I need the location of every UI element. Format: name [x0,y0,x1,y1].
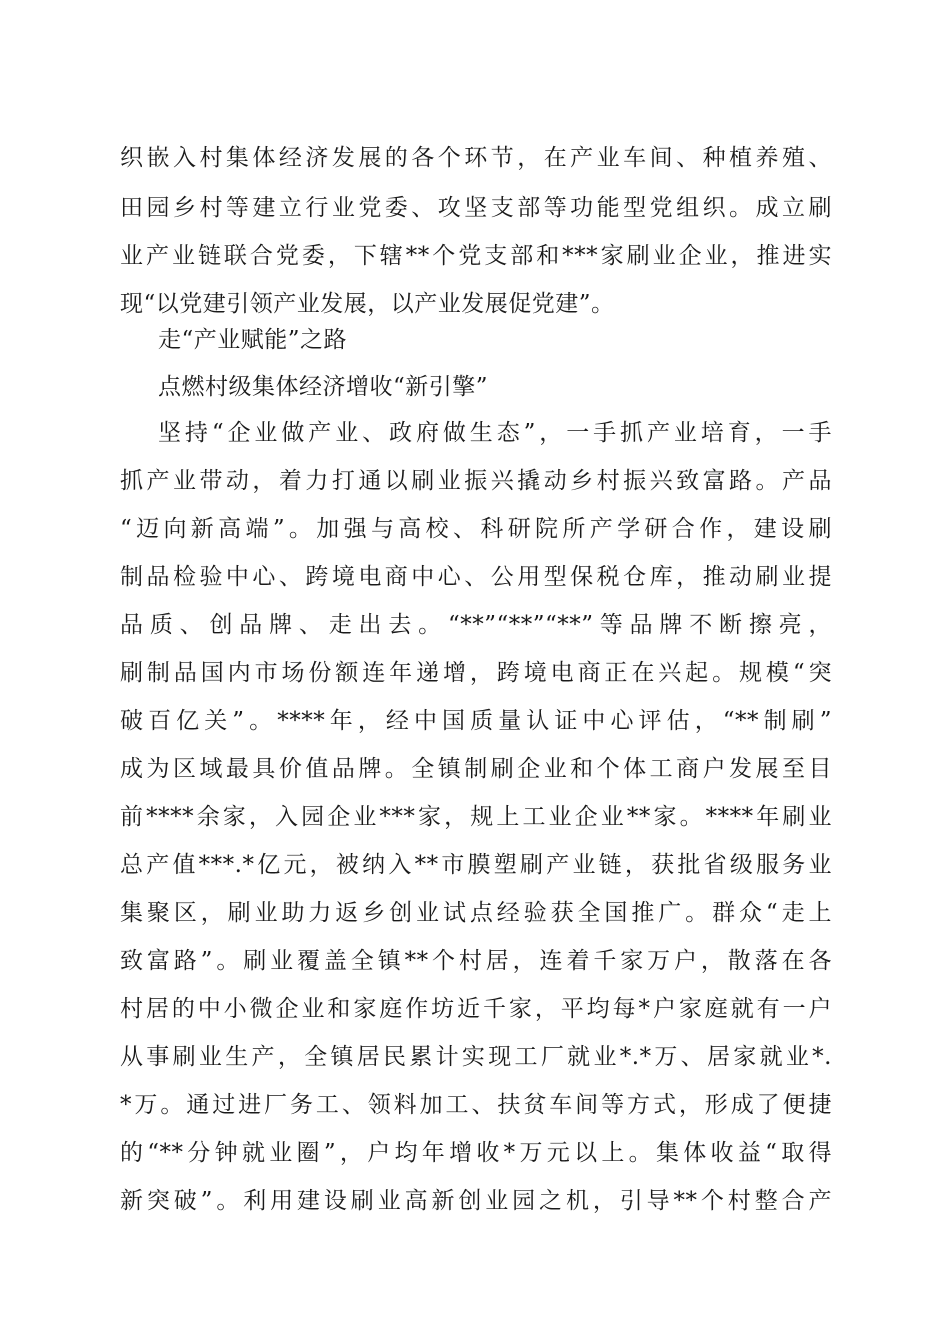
paragraph-line: 成为区域最具价值品牌。全镇制刷企业和个体工商户发展至目 [120,756,832,782]
paragraph-line: “迈向新高端”。加强与高校、科研院所产学研合作，建设刷 [120,516,832,542]
section-subheading: 点燃村级集体经济增收“新引擎” [158,374,489,400]
paragraph-line: 抓产业带动，着力打通以刷业振兴撬动乡村振兴致富路。产品 [120,468,832,494]
paragraph-line: 织嵌入村集体经济发展的各个环节，在产业车间、种植养殖、 [120,145,832,171]
paragraph-line: 村居的中小微企业和家庭作坊近千家，平均每*户家庭就有一户 [120,996,832,1022]
paragraph-line: 总产值***.*亿元，被纳入**市膜塑刷产业链，获批省级服务业 [120,852,832,878]
paragraph-line: 现“以党建引领产业发展，以产业发展促党建”。 [120,291,615,317]
paragraph-line: 新突破”。利用建设刷业高新创业园之机，引导**个村整合产 [120,1188,832,1214]
paragraph-line: 集聚区，刷业助力返乡创业试点经验获全国推广。群众“走上 [120,900,832,926]
paragraph-line: 致富路”。刷业覆盖全镇**个村居，连着千家万户，散落在各 [120,948,832,974]
paragraph-line: 品质、创品牌、走出去。“**”“**”“**”等品牌不断擦亮， [120,612,832,638]
paragraph-line: 刷制品国内市场份额连年递增，跨境电商正在兴起。规模“突 [120,660,832,686]
paragraph-line: 破百亿关”。****年，经中国质量认证中心评估，“**制刷” [120,708,832,734]
paragraph-line: 制品检验中心、跨境电商中心、公用型保税仓库，推动刷业提 [120,564,832,590]
paragraph-line: *万。通过进厂务工、领料加工、扶贫车间等方式，形成了便捷 [120,1092,832,1118]
paragraph-line: 的“**分钟就业圈”，户均年增收*万元以上。集体收益“取得 [120,1140,832,1166]
paragraph-line: 前****余家，入园企业***家，规上工业企业**家。****年刷业 [120,804,832,830]
paragraph-line: 从事刷业生产，全镇居民累计实现工厂就业*.*万、居家就业*. [120,1044,832,1070]
paragraph-line: 田园乡村等建立行业党委、攻坚支部等功能型党组织。成立刷 [120,195,832,221]
paragraph-line: 坚持“企业做产业、政府做生态”，一手抓产业培育，一手 [158,420,832,446]
section-heading: 走“产业赋能”之路 [158,327,348,353]
paragraph-line: 业产业链联合党委，下辖**个党支部和***家刷业企业，推进实 [120,243,832,269]
